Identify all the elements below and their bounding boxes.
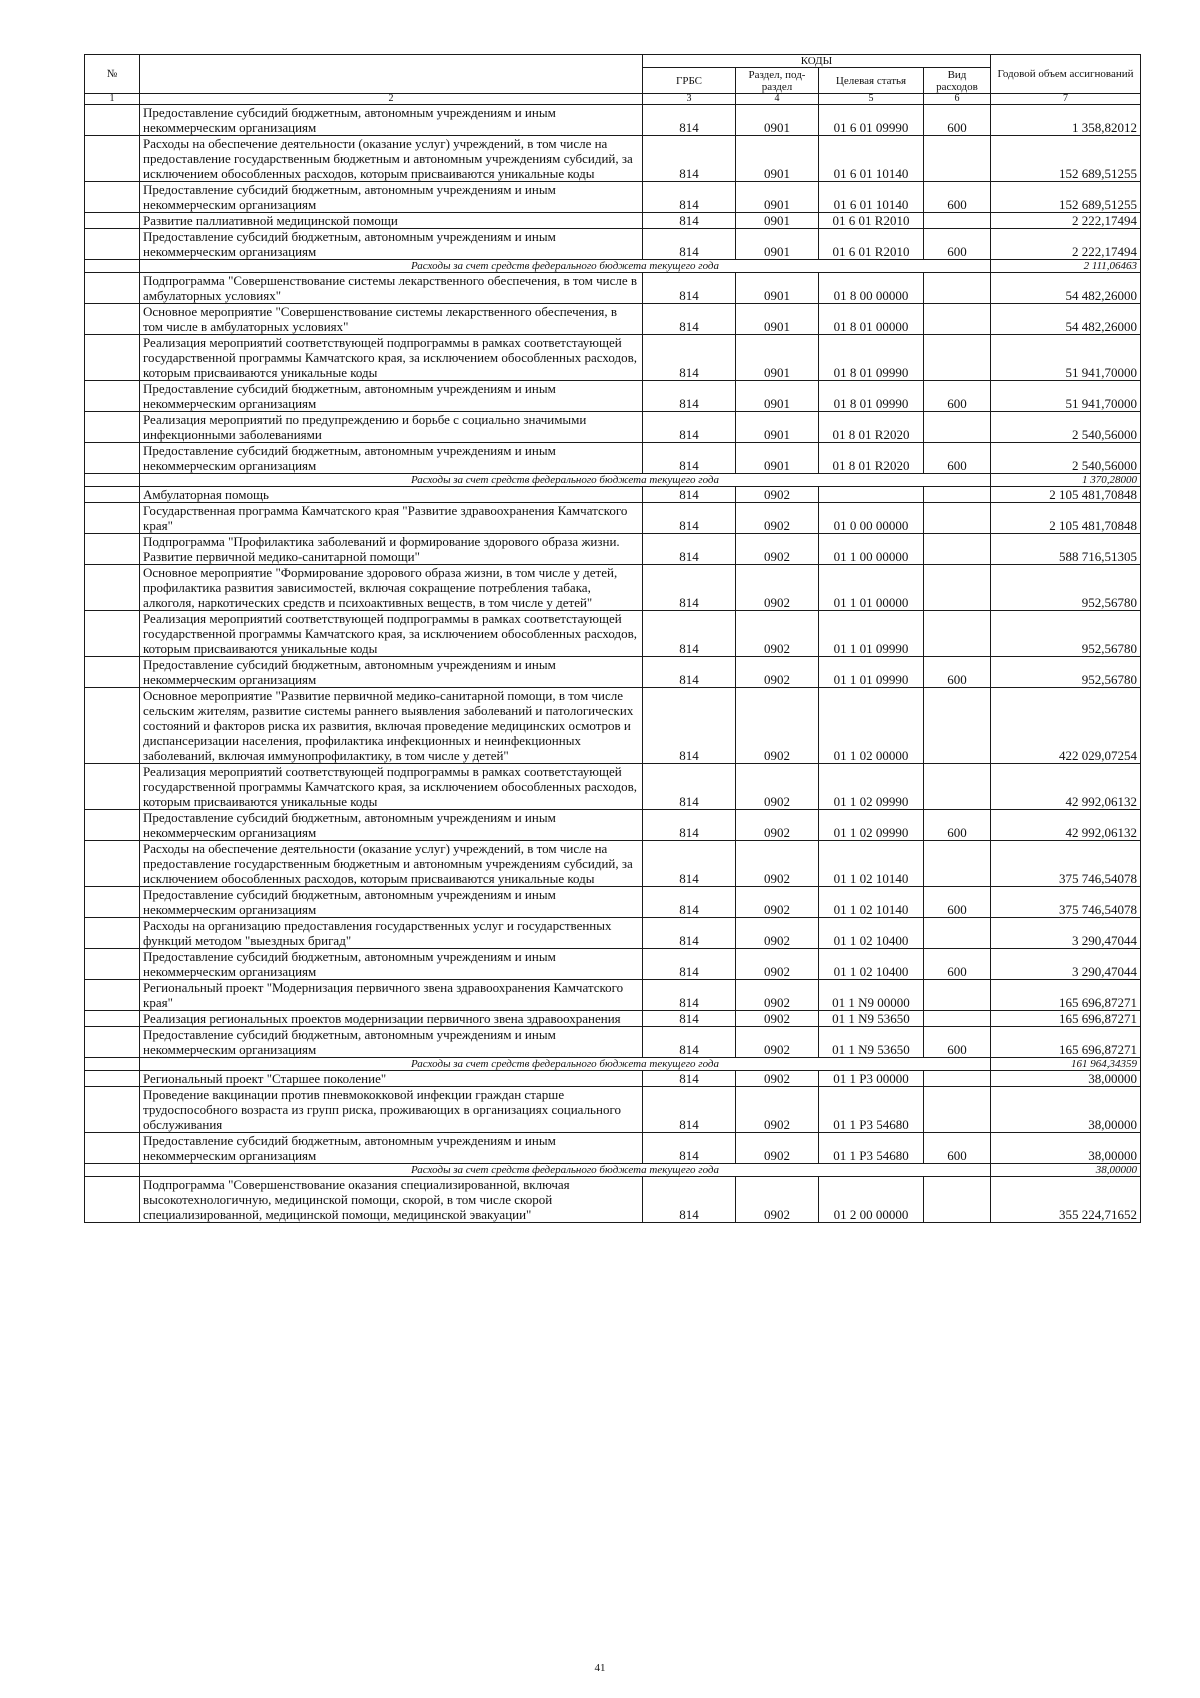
target-code: 01 1 P3 54680	[819, 1133, 924, 1164]
header-col-number: 5	[819, 94, 924, 105]
num-cell	[85, 1133, 140, 1164]
target-code: 01 1 02 10140	[819, 887, 924, 918]
target-code: 01 6 01 10140	[819, 182, 924, 213]
header-col-number: 6	[924, 94, 991, 105]
header-col-number: 2	[140, 94, 643, 105]
expense-kind-code	[924, 1011, 991, 1027]
table-row	[85, 136, 1141, 182]
grbs-code: 814	[643, 1011, 736, 1027]
expense-kind-code: 600	[924, 1133, 991, 1164]
table-row	[85, 1027, 1141, 1058]
section-code: 0902	[736, 565, 819, 611]
amount-value: 2 105 481,70848	[991, 503, 1141, 534]
expense-kind-code	[924, 213, 991, 229]
target-code: 01 8 01 00000	[819, 304, 924, 335]
table-row	[85, 213, 1141, 229]
num-cell	[85, 260, 140, 273]
num-cell	[85, 487, 140, 503]
section-code: 0902	[736, 887, 819, 918]
section-code: 0902	[736, 688, 819, 764]
item-name: Предоставление субсидий бюджетным, автономным учреждениям и иным некоммерческим организациям	[140, 229, 643, 260]
grbs-code: 814	[643, 657, 736, 688]
grbs-code: 814	[643, 229, 736, 260]
grbs-code: 814	[643, 1027, 736, 1058]
amount-value: 2 222,17494	[991, 229, 1141, 260]
federal-budget-label: Расходы за счет средств федерального бюджета текущего года	[140, 474, 991, 487]
table-row	[85, 182, 1141, 213]
table-row	[85, 335, 1141, 381]
expense-kind-code	[924, 273, 991, 304]
item-name: Предоставление субсидий бюджетным, автономным учреждениям и иным некоммерческим организациям	[140, 1133, 643, 1164]
section-code: 0902	[736, 810, 819, 841]
amount-value: 152 689,51255	[991, 136, 1141, 182]
section-code: 0902	[736, 1133, 819, 1164]
item-name: Расходы на обеспечение деятельности (оказание услуг) учреждений, в том числе на предоставление государственным бюджетным и автономным учреждениям субсидий, за исключением обособленных расходов, которым присваиваются уникальные коды	[140, 841, 643, 887]
item-name: Реализация мероприятий соответствующей подпрограммы в рамках соответстаующей государственной программы Камчатского края, за исключением обособленных расходов, которым присваиваются уникальные коды	[140, 764, 643, 810]
table-row	[85, 657, 1141, 688]
expense-kind-code: 600	[924, 810, 991, 841]
table-row	[85, 443, 1141, 474]
grbs-code: 814	[643, 980, 736, 1011]
header-section: Раздел, под-раздел	[736, 68, 819, 94]
expense-kind-code: 600	[924, 657, 991, 688]
num-cell	[85, 273, 140, 304]
grbs-code: 814	[643, 841, 736, 887]
item-name: Развитие паллиативной медицинской помощи	[140, 213, 643, 229]
target-code: 01 1 01 09990	[819, 611, 924, 657]
grbs-code: 814	[643, 335, 736, 381]
amount-value: 165 696,87271	[991, 980, 1141, 1011]
item-name: Предоставление субсидий бюджетным, автономным учреждениям и иным некоммерческим организациям	[140, 381, 643, 412]
table-row	[85, 229, 1141, 260]
expense-kind-code: 600	[924, 182, 991, 213]
federal-budget-amount: 1 370,28000	[991, 474, 1141, 487]
section-code: 0902	[736, 1087, 819, 1133]
table-row	[85, 611, 1141, 657]
target-code: 01 6 01 09990	[819, 105, 924, 136]
grbs-code: 814	[643, 1133, 736, 1164]
target-code: 01 1 N9 53650	[819, 1027, 924, 1058]
section-code: 0902	[736, 503, 819, 534]
num-cell	[85, 1058, 140, 1071]
num-cell	[85, 304, 140, 335]
expense-kind-code	[924, 764, 991, 810]
item-name: Реализация мероприятий соответствующей подпрограммы в рамках соответстаующей государственной программы Камчатского края, за исключением обособленных расходов, которым присваиваются уникальные коды	[140, 611, 643, 657]
amount-value: 38,00000	[991, 1133, 1141, 1164]
expense-kind-code	[924, 412, 991, 443]
target-code: 01 1 02 09990	[819, 764, 924, 810]
section-code: 0901	[736, 213, 819, 229]
expense-kind-code: 600	[924, 381, 991, 412]
num-cell	[85, 841, 140, 887]
expense-kind-code: 600	[924, 229, 991, 260]
grbs-code: 814	[643, 887, 736, 918]
section-code: 0902	[736, 534, 819, 565]
table-row	[85, 1133, 1141, 1164]
amount-value: 42 992,06132	[991, 764, 1141, 810]
item-name: Основное мероприятие "Совершенствование системы лекарственного обеспечения, в том числе в амбулаторных условиях"	[140, 304, 643, 335]
grbs-code: 814	[643, 918, 736, 949]
num-cell	[85, 474, 140, 487]
item-name: Региональный проект "Старшее поколение"	[140, 1071, 643, 1087]
amount-value: 952,56780	[991, 657, 1141, 688]
expense-kind-code	[924, 980, 991, 1011]
table-row	[85, 810, 1141, 841]
num-cell	[85, 136, 140, 182]
amount-value: 2 105 481,70848	[991, 487, 1141, 503]
target-code: 01 8 00 00000	[819, 273, 924, 304]
header-col-number: 4	[736, 94, 819, 105]
num-cell	[85, 229, 140, 260]
amount-value: 51 941,70000	[991, 335, 1141, 381]
num-cell	[85, 918, 140, 949]
amount-value: 422 029,07254	[991, 688, 1141, 764]
expense-kind-code	[924, 534, 991, 565]
amount-value: 952,56780	[991, 565, 1141, 611]
item-name: Реализация мероприятий соответствующей подпрограммы в рамках соответстаующей государственной программы Камчатского края, за исключением обособленных расходов, которым присваиваются уникальные коды	[140, 335, 643, 381]
amount-value: 375 746,54078	[991, 887, 1141, 918]
federal-budget-row	[85, 1058, 1141, 1071]
section-code: 0901	[736, 335, 819, 381]
num-cell	[85, 381, 140, 412]
grbs-code: 814	[643, 105, 736, 136]
expense-kind-code: 600	[924, 949, 991, 980]
section-code: 0901	[736, 443, 819, 474]
grbs-code: 814	[643, 949, 736, 980]
grbs-code: 814	[643, 304, 736, 335]
table-row	[85, 487, 1141, 503]
item-name: Государственная программа Камчатского края "Развитие здравоохранения Камчатского края"	[140, 503, 643, 534]
target-code: 01 8 01 R2020	[819, 443, 924, 474]
item-name: Предоставление субсидий бюджетным, автономным учреждениям и иным некоммерческим организациям	[140, 657, 643, 688]
section-code: 0902	[736, 1027, 819, 1058]
section-code: 0902	[736, 918, 819, 949]
grbs-code: 814	[643, 273, 736, 304]
item-name: Подпрограмма "Совершенствование оказания специализированной, включая высокотехнологичную, медицинской помощи, скорой, в том числе скорой специализированной, медицинской помощи, медицинской эвакуации"	[140, 1177, 643, 1223]
federal-budget-amount: 2 111,06463	[991, 260, 1141, 273]
target-code: 01 1 N9 53650	[819, 1011, 924, 1027]
section-code: 0901	[736, 136, 819, 182]
item-name: Расходы на организацию предоставления государственных услуг и государственных функций методом "выездных бригад"	[140, 918, 643, 949]
table-row	[85, 1071, 1141, 1087]
section-code: 0902	[736, 1071, 819, 1087]
amount-value: 588 716,51305	[991, 534, 1141, 565]
grbs-code: 814	[643, 381, 736, 412]
item-name: Реализация региональных проектов модернизации первичного звена здравоохранения	[140, 1011, 643, 1027]
grbs-code: 814	[643, 611, 736, 657]
item-name: Предоставление субсидий бюджетным, автономным учреждениям и иным некоммерческим организациям	[140, 810, 643, 841]
budget-table	[84, 54, 1141, 1223]
section-code: 0902	[736, 1011, 819, 1027]
target-code: 01 1 00 00000	[819, 534, 924, 565]
num-cell	[85, 213, 140, 229]
grbs-code: 814	[643, 1071, 736, 1087]
num-cell	[85, 105, 140, 136]
table-row	[85, 503, 1141, 534]
item-name: Подпрограмма "Профилактика заболеваний и формирование здорового образа жизни. Развитие первичной медико-санитарной помощи"	[140, 534, 643, 565]
target-code: 01 8 01 R2020	[819, 412, 924, 443]
expense-kind-code	[924, 487, 991, 503]
table-row	[85, 1087, 1141, 1133]
header-col-number: 1	[85, 94, 140, 105]
section-code: 0902	[736, 611, 819, 657]
amount-value: 2 222,17494	[991, 213, 1141, 229]
expense-kind-code	[924, 1087, 991, 1133]
table-row	[85, 565, 1141, 611]
section-code: 0901	[736, 412, 819, 443]
target-code: 01 1 N9 00000	[819, 980, 924, 1011]
amount-value: 165 696,87271	[991, 1027, 1141, 1058]
amount-value: 3 290,47044	[991, 918, 1141, 949]
federal-budget-amount: 161 964,34359	[991, 1058, 1141, 1071]
expense-kind-code: 600	[924, 887, 991, 918]
page-number: 41	[594, 1662, 606, 1674]
grbs-code: 814	[643, 412, 736, 443]
header-amount: Годовой объем ассигнований	[991, 55, 1141, 94]
expense-kind-code	[924, 136, 991, 182]
table-row	[85, 1177, 1141, 1223]
target-code: 01 8 01 09990	[819, 381, 924, 412]
grbs-code: 814	[643, 182, 736, 213]
section-code: 0902	[736, 764, 819, 810]
num-cell	[85, 611, 140, 657]
expense-kind-code	[924, 565, 991, 611]
item-name: Расходы на обеспечение деятельности (оказание услуг) учреждений, в том числе на предоставление государственным бюджетным и автономным учреждениям субсидий, за исключением обособленных расходов, которым присваиваются уникальные коды	[140, 136, 643, 182]
expense-kind-code	[924, 1071, 991, 1087]
grbs-code: 814	[643, 503, 736, 534]
item-name: Предоставление субсидий бюджетным, автономным учреждениям и иным некоммерческим организациям	[140, 887, 643, 918]
amount-value: 42 992,06132	[991, 810, 1141, 841]
federal-budget-label: Расходы за счет средств федерального бюджета текущего года	[140, 1164, 991, 1177]
expense-kind-code	[924, 1177, 991, 1223]
grbs-code: 814	[643, 443, 736, 474]
grbs-code: 814	[643, 688, 736, 764]
num-cell	[85, 534, 140, 565]
item-name: Основное мероприятие "Формирование здорового образа жизни, в том числе у детей, профилактика развития зависимостей, включая сокращение потребления табака, алкоголя, наркотических средств и психоактивных веществ, в том числе у детей"	[140, 565, 643, 611]
item-name: Предоставление субсидий бюджетным, автономным учреждениям и иным некоммерческим организациям	[140, 182, 643, 213]
grbs-code: 814	[643, 1087, 736, 1133]
num-cell	[85, 565, 140, 611]
section-code: 0902	[736, 657, 819, 688]
expense-kind-code	[924, 918, 991, 949]
grbs-code: 814	[643, 810, 736, 841]
grbs-code: 814	[643, 1177, 736, 1223]
target-code: 01 1 02 10400	[819, 918, 924, 949]
expense-kind-code: 600	[924, 1027, 991, 1058]
target-code: 01 1 02 10400	[819, 949, 924, 980]
expense-kind-code	[924, 304, 991, 335]
header-kind: Вид расходов	[924, 68, 991, 94]
section-code: 0902	[736, 841, 819, 887]
target-code: 01 6 01 10140	[819, 136, 924, 182]
item-name: Амбулаторная помощь	[140, 487, 643, 503]
amount-value: 54 482,26000	[991, 304, 1141, 335]
table-row	[85, 412, 1141, 443]
target-code: 01 1 01 09990	[819, 657, 924, 688]
header-col-number: 3	[643, 94, 736, 105]
target-code: 01 1 01 00000	[819, 565, 924, 611]
num-cell	[85, 949, 140, 980]
table-row	[85, 688, 1141, 764]
table-row	[85, 764, 1141, 810]
header-grbs: ГРБС	[643, 68, 736, 94]
section-code: 0901	[736, 229, 819, 260]
target-code: 01 8 01 09990	[819, 335, 924, 381]
num-cell	[85, 764, 140, 810]
grbs-code: 814	[643, 487, 736, 503]
section-code: 0901	[736, 304, 819, 335]
target-code: 01 1 02 09990	[819, 810, 924, 841]
target-code	[819, 487, 924, 503]
table-row	[85, 381, 1141, 412]
federal-budget-label: Расходы за счет средств федерального бюджета текущего года	[140, 1058, 991, 1071]
amount-value: 355 224,71652	[991, 1177, 1141, 1223]
target-code: 01 1 02 00000	[819, 688, 924, 764]
amount-value: 1 358,82012	[991, 105, 1141, 136]
num-cell	[85, 1177, 140, 1223]
amount-value: 152 689,51255	[991, 182, 1141, 213]
federal-budget-row	[85, 1164, 1141, 1177]
expense-kind-code	[924, 611, 991, 657]
item-name: Реализация мероприятий по предупреждению и борьбе с социально значимыми инфекционными заболеваниями	[140, 412, 643, 443]
num-cell	[85, 412, 140, 443]
federal-budget-label: Расходы за счет средств федерального бюджета текущего года	[140, 260, 991, 273]
header-name	[140, 55, 643, 94]
expense-kind-code	[924, 335, 991, 381]
federal-budget-amount: 38,00000	[991, 1164, 1141, 1177]
amount-value: 2 540,56000	[991, 412, 1141, 443]
num-cell	[85, 1027, 140, 1058]
item-name: Предоставление субсидий бюджетным, автономным учреждениям и иным некоммерческим организациям	[140, 443, 643, 474]
section-code: 0901	[736, 182, 819, 213]
table-row	[85, 1011, 1141, 1027]
amount-value: 3 290,47044	[991, 949, 1141, 980]
expense-kind-code	[924, 841, 991, 887]
section-code: 0902	[736, 980, 819, 1011]
expense-kind-code	[924, 503, 991, 534]
table-row	[85, 949, 1141, 980]
table-row	[85, 534, 1141, 565]
item-name: Предоставление субсидий бюджетным, автономным учреждениям и иным некоммерческим организациям	[140, 949, 643, 980]
amount-value: 54 482,26000	[991, 273, 1141, 304]
num-cell	[85, 657, 140, 688]
section-code: 0901	[736, 381, 819, 412]
expense-kind-code: 600	[924, 443, 991, 474]
target-code: 01 6 01 R2010	[819, 213, 924, 229]
table-row	[85, 887, 1141, 918]
num-cell	[85, 1011, 140, 1027]
item-name: Основное мероприятие "Развитие первичной медико-санитарной помощи, в том числе сельским жителям, развитие системы раннего выявления заболеваний и патологических состояний и факторов риска их развития, включая проведение медицинских осмотров и диспансеризации населения, профилактика инфекционных и неинфекционных заболеваний, включая иммунопрофилактику, в том числе у детей"	[140, 688, 643, 764]
grbs-code: 814	[643, 534, 736, 565]
num-cell	[85, 1071, 140, 1087]
num-cell	[85, 503, 140, 534]
section-code: 0902	[736, 949, 819, 980]
amount-value: 165 696,87271	[991, 1011, 1141, 1027]
item-name: Подпрограмма "Совершенствование системы лекарственного обеспечения, в том числе в амбулаторных условиях"	[140, 273, 643, 304]
amount-value: 952,56780	[991, 611, 1141, 657]
amount-value: 375 746,54078	[991, 841, 1141, 887]
amount-value: 51 941,70000	[991, 381, 1141, 412]
table-row	[85, 105, 1141, 136]
amount-value: 38,00000	[991, 1071, 1141, 1087]
amount-value: 38,00000	[991, 1087, 1141, 1133]
table-row	[85, 273, 1141, 304]
federal-budget-row	[85, 474, 1141, 487]
expense-kind-code: 600	[924, 105, 991, 136]
table-row	[85, 841, 1141, 887]
num-cell	[85, 443, 140, 474]
num-cell	[85, 887, 140, 918]
target-code: 01 1 P3 00000	[819, 1071, 924, 1087]
item-name: Региональный проект "Модернизация первичного звена здравоохранения Камчатского края"	[140, 980, 643, 1011]
table-row	[85, 918, 1141, 949]
grbs-code: 814	[643, 565, 736, 611]
item-name: Предоставление субсидий бюджетным, автономным учреждениям и иным некоммерческим организациям	[140, 105, 643, 136]
num-cell	[85, 810, 140, 841]
num-cell	[85, 182, 140, 213]
target-code: 01 0 00 00000	[819, 503, 924, 534]
num-cell	[85, 1087, 140, 1133]
federal-budget-row	[85, 260, 1141, 273]
item-name: Проведение вакцинации против пневмококковой инфекции граждан старше трудоспособного возраста из групп риска, проживающих в организациях социального обслуживания	[140, 1087, 643, 1133]
num-cell	[85, 980, 140, 1011]
target-code: 01 1 02 10140	[819, 841, 924, 887]
grbs-code: 814	[643, 213, 736, 229]
header-target: Целевая статья	[819, 68, 924, 94]
target-code: 01 6 01 R2010	[819, 229, 924, 260]
section-code: 0902	[736, 1177, 819, 1223]
header-col-number: 7	[991, 94, 1141, 105]
target-code: 01 2 00 00000	[819, 1177, 924, 1223]
header-num: №	[85, 55, 140, 94]
table-row	[85, 980, 1141, 1011]
num-cell	[85, 335, 140, 381]
amount-value: 2 540,56000	[991, 443, 1141, 474]
table-row	[85, 304, 1141, 335]
grbs-code: 814	[643, 764, 736, 810]
num-cell	[85, 688, 140, 764]
item-name: Предоставление субсидий бюджетным, автономным учреждениям и иным некоммерческим организациям	[140, 1027, 643, 1058]
num-cell	[85, 1164, 140, 1177]
grbs-code: 814	[643, 136, 736, 182]
section-code: 0901	[736, 105, 819, 136]
target-code: 01 1 P3 54680	[819, 1087, 924, 1133]
section-code: 0901	[736, 273, 819, 304]
expense-kind-code	[924, 688, 991, 764]
section-code: 0902	[736, 487, 819, 503]
header-codes: КОДЫ	[643, 55, 991, 68]
